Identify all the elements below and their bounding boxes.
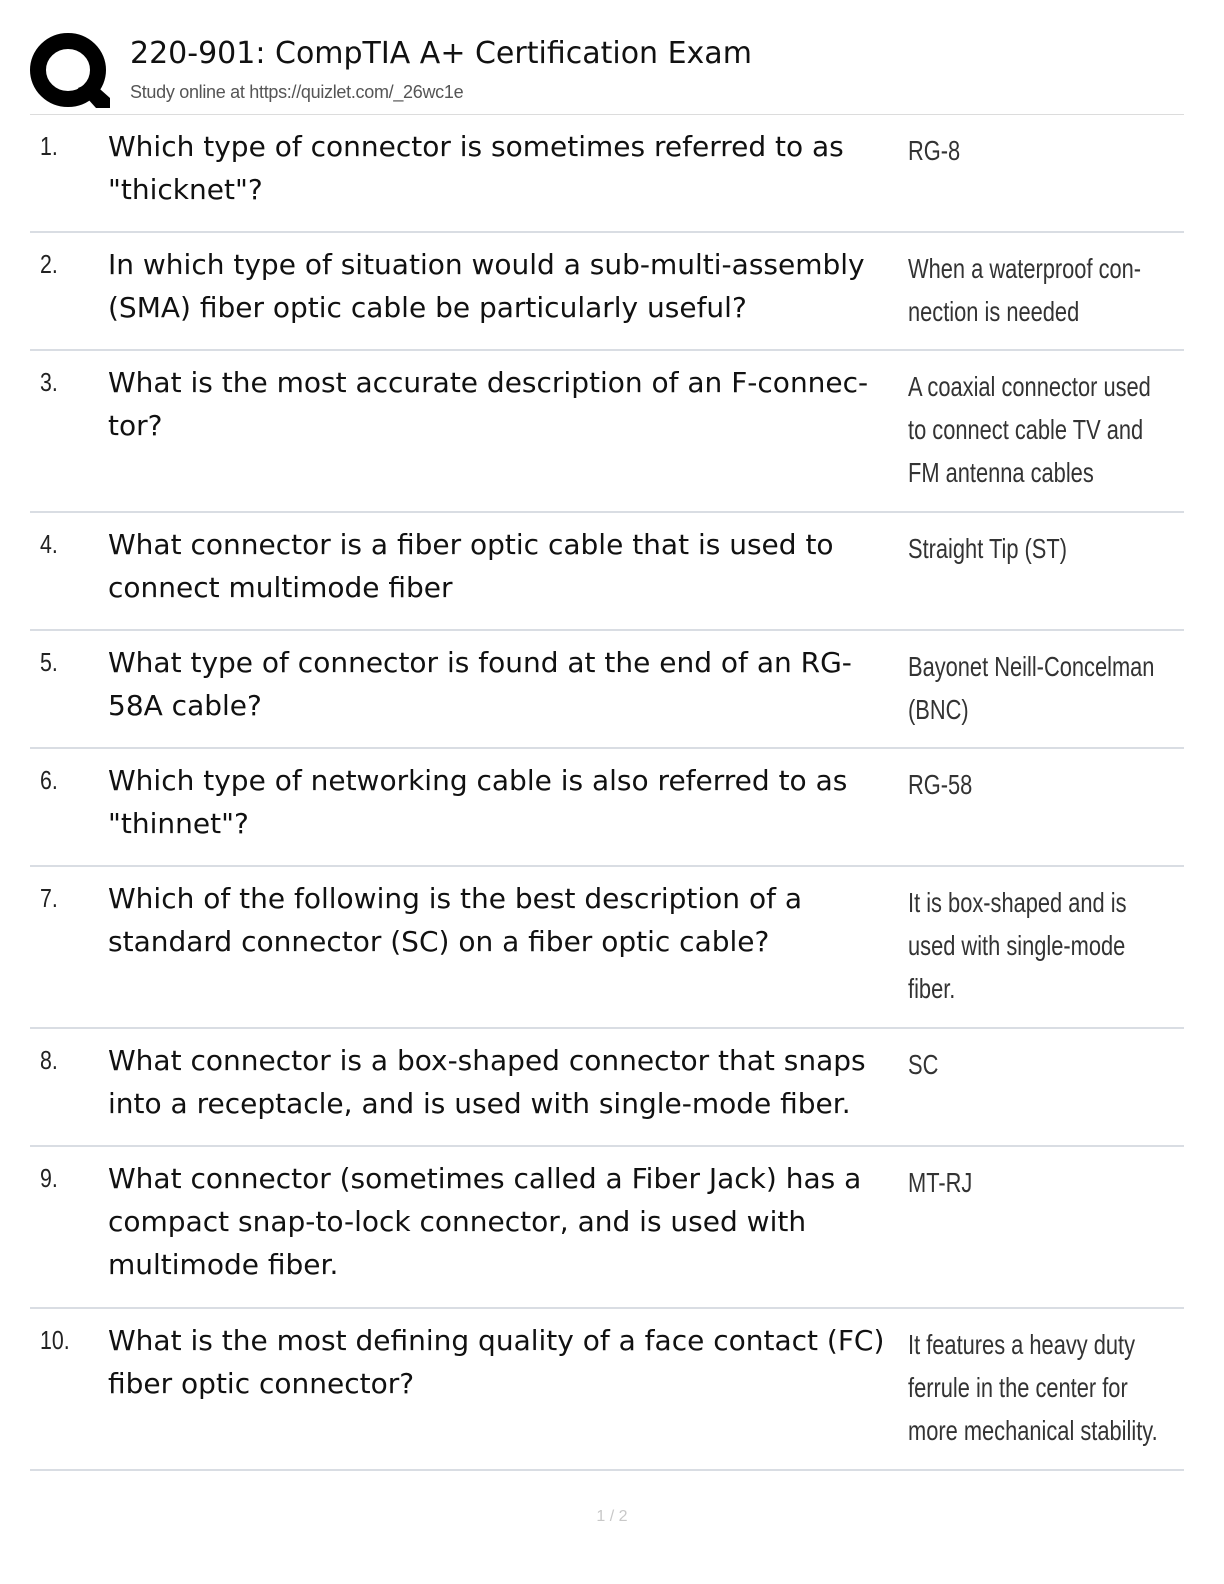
card-question: What connector (sometimes called a Fiber Jack) has a compact snap-to-lock connector, and is used with multimode fiber. [108, 1162, 862, 1281]
card-row [30, 1029, 1184, 1147]
card-number: 2. [40, 249, 58, 279]
card-answer: SC [908, 1049, 939, 1080]
card-answer: RG-58 [908, 769, 973, 800]
card-answer: A coaxial connector used to connect cable TV and FM antenna cables [908, 371, 1151, 488]
card-question: In which type of situation would a sub-multi-assembly (SMA) fiber optic cable be particularly useful? [108, 248, 865, 324]
card-row [30, 631, 1184, 749]
card-row [30, 115, 1184, 233]
card-question: What type of connector is found at the end of an RG-58A cable? [108, 646, 852, 722]
card-number: 8. [40, 1045, 58, 1075]
card-number: 4. [40, 529, 58, 559]
flashcard-list [30, 115, 1184, 1471]
card-question: Which of the following is the best description of a standard connector (SC) on a fiber optic cable? [108, 882, 802, 958]
page-header [30, 28, 1184, 115]
quizlet-q-logo-icon [30, 32, 110, 112]
card-number: 9. [40, 1163, 58, 1193]
card-row [30, 513, 1184, 631]
card-number: 3. [40, 367, 58, 397]
card-number: 1. [40, 131, 58, 161]
card-row [30, 351, 1184, 513]
card-row [30, 233, 1184, 351]
card-number: 7. [40, 883, 58, 913]
page-number: 1 / 2 [596, 1508, 628, 1525]
card-question: What connector is a box-shaped connector that snaps into a receptacle, and is used with single-mode fiber. [108, 1044, 866, 1120]
card-question: What connector is a fiber optic cable that is used to connect multimode fiber [108, 528, 834, 604]
card-question: What is the most defining quality of a face contact (FC) fiber optic connector? [108, 1324, 885, 1400]
card-answer: It is box-shaped and is used with single-mode fiber. [908, 887, 1127, 1004]
card-answer: RG-8 [908, 135, 961, 166]
card-number: 6. [40, 765, 58, 795]
card-number: 5. [40, 647, 58, 677]
card-row [30, 749, 1184, 867]
card-answer: Straight Tip (ST) [908, 533, 1067, 564]
card-question: Which type of networking cable is also referred to as "thinnet"? [108, 764, 848, 840]
card-answer: MT-RJ [908, 1167, 973, 1198]
card-answer: It features a heavy duty ferrule in the center for more mechanical stability. [908, 1329, 1158, 1446]
card-answer: Bayonet Neill-Concelman (BNC) [908, 651, 1155, 725]
page-title: 220-901: CompTIA A+ Certification Exam [130, 36, 752, 71]
card-row [30, 1309, 1184, 1471]
card-number: 10. [40, 1325, 70, 1355]
card-question: Which type of connector is sometimes referred to as "thicknet"? [108, 130, 844, 206]
card-row [30, 867, 1184, 1029]
card-row [30, 1147, 1184, 1309]
study-link[interactable]: Study online at https://quizlet.com/_26wc1e [130, 82, 464, 102]
card-question: What is the most accurate description of an F-connec- tor? [108, 366, 869, 442]
card-answer: When a waterproof con- nection is needed [908, 253, 1142, 327]
